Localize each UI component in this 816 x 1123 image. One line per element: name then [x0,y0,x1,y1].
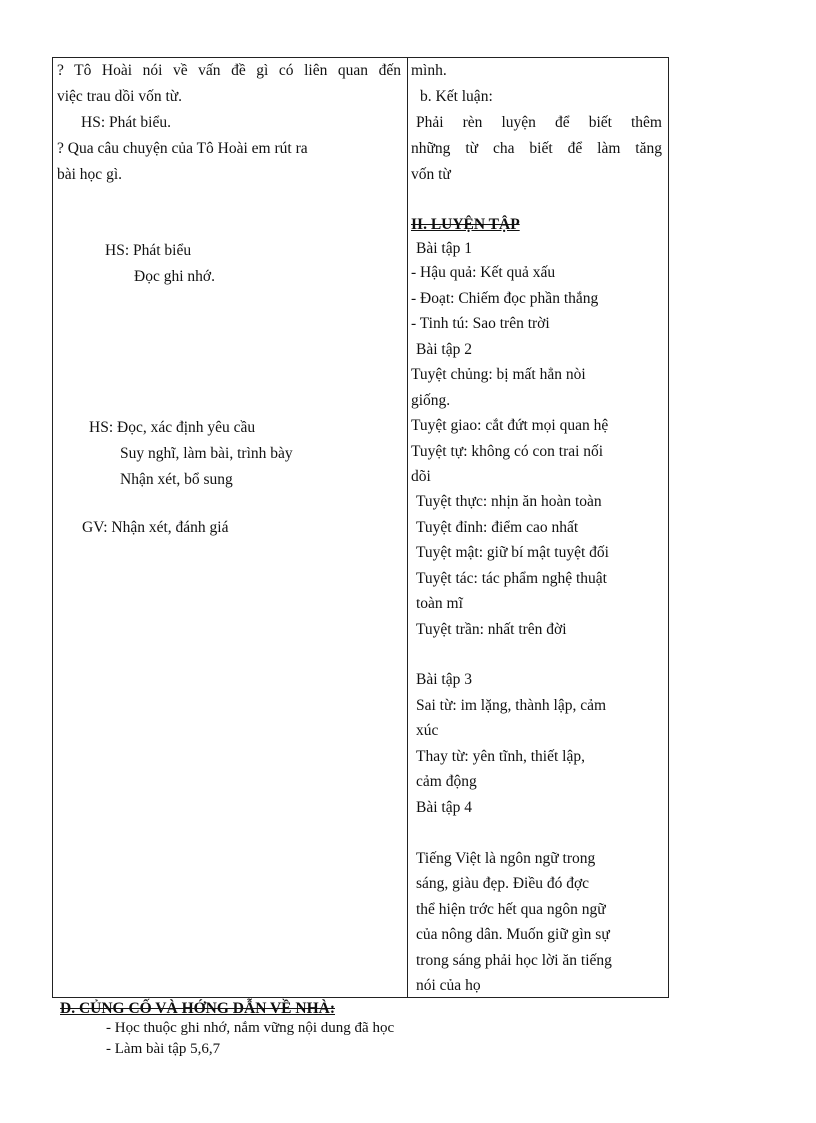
footer-title: D. CỦNG CỐ VÀ HỚNG DẪN VỀ NHÀ: [60,1000,335,1017]
right-line: sáng, giàu đẹp. Điều đó đợc [416,875,590,892]
right-line: Thay từ: yên tĩnh, thiết lập, [416,748,585,765]
left-line: ? Tô Hoài nói về vấn đề gì có liên quan đến [57,62,401,79]
left-line: HS: Phát biểu [105,242,192,259]
right-line: - Tinh tú: Sao trên trời [411,315,550,332]
left-line: Nhận xét, bổ sung [120,471,233,488]
section-heading: II. LUYỆN TẬP [411,216,520,233]
footer-item: - Học thuộc ghi nhớ, nắm vững nội dung đã học [106,1020,395,1036]
right-line: dõi [411,468,431,485]
column-divider [407,58,408,997]
right-line: - Đoạt: Chiếm đọc phần thắng [411,290,599,307]
left-line: việc trau dồi vốn từ. [57,88,183,105]
left-line: bài học gì. [57,166,122,183]
left-line: HS: Đọc, xác định yêu cầu [89,419,256,436]
right-line: cảm động [416,773,477,790]
lesson-table [52,57,669,998]
right-line: vốn từ [411,166,451,183]
right-line: của nông dân. Muốn giữ gìn sự [416,926,610,943]
right-line: b. Kết luận: [420,88,493,105]
left-line: HS: Phát biểu. [81,114,171,131]
right-line: Sai từ: im lặng, thành lập, cảm [416,697,607,714]
right-line: Tuyệt thực: nhịn ăn hoàn toàn [416,493,602,510]
right-line: Tuyệt mật: giữ bí mật tuyệt đối [416,544,609,561]
footer-item: - Làm bài tập 5,6,7 [106,1041,221,1057]
right-line: Tuyệt trần: nhất trên đời [416,621,567,638]
right-line: Tuyệt giao: cắt đứt mọi quan hệ [411,417,609,434]
right-line: nói của họ [416,977,481,994]
right-line: thể hiện trớc hết qua ngôn ngữ [416,901,606,918]
right-line: Tiếng Việt là ngôn ngữ trong [416,850,596,867]
right-line: Tuyệt tác: tác phẩm nghệ thuật [416,570,607,587]
right-line: Tuyệt chủng: bị mất hẳn nòi [411,366,586,383]
right-line: - Hậu quả: Kết quả xấu [411,264,556,281]
right-line: mình. [411,62,447,79]
right-line: Tuyệt tự: không có con trai nối [411,443,604,460]
left-line: Đọc ghi nhớ. [134,268,215,285]
left-line: GV: Nhận xét, đánh giá [82,519,229,536]
right-line: Bài tập 2 [416,341,472,358]
right-line: trong sáng phải học lời ăn tiếng [416,952,612,969]
right-line: Bài tập 3 [416,671,472,688]
right-line: xúc [416,722,439,739]
right-line: Bài tập 4 [416,799,472,816]
right-line: giống. [411,392,451,409]
right-line: Bài tập 1 [416,240,472,257]
right-line: Phải rèn luyện để biết thêm [416,114,662,131]
left-line: Suy nghĩ, làm bài, trình bày [120,445,293,462]
left-line: ? Qua câu chuyện của Tô Hoài em rút ra [57,140,308,157]
right-line: toàn mĩ [416,595,463,612]
right-line: Tuyệt đỉnh: điểm cao nhất [416,519,579,536]
right-line: những từ cha biết để làm tăng [411,140,662,157]
